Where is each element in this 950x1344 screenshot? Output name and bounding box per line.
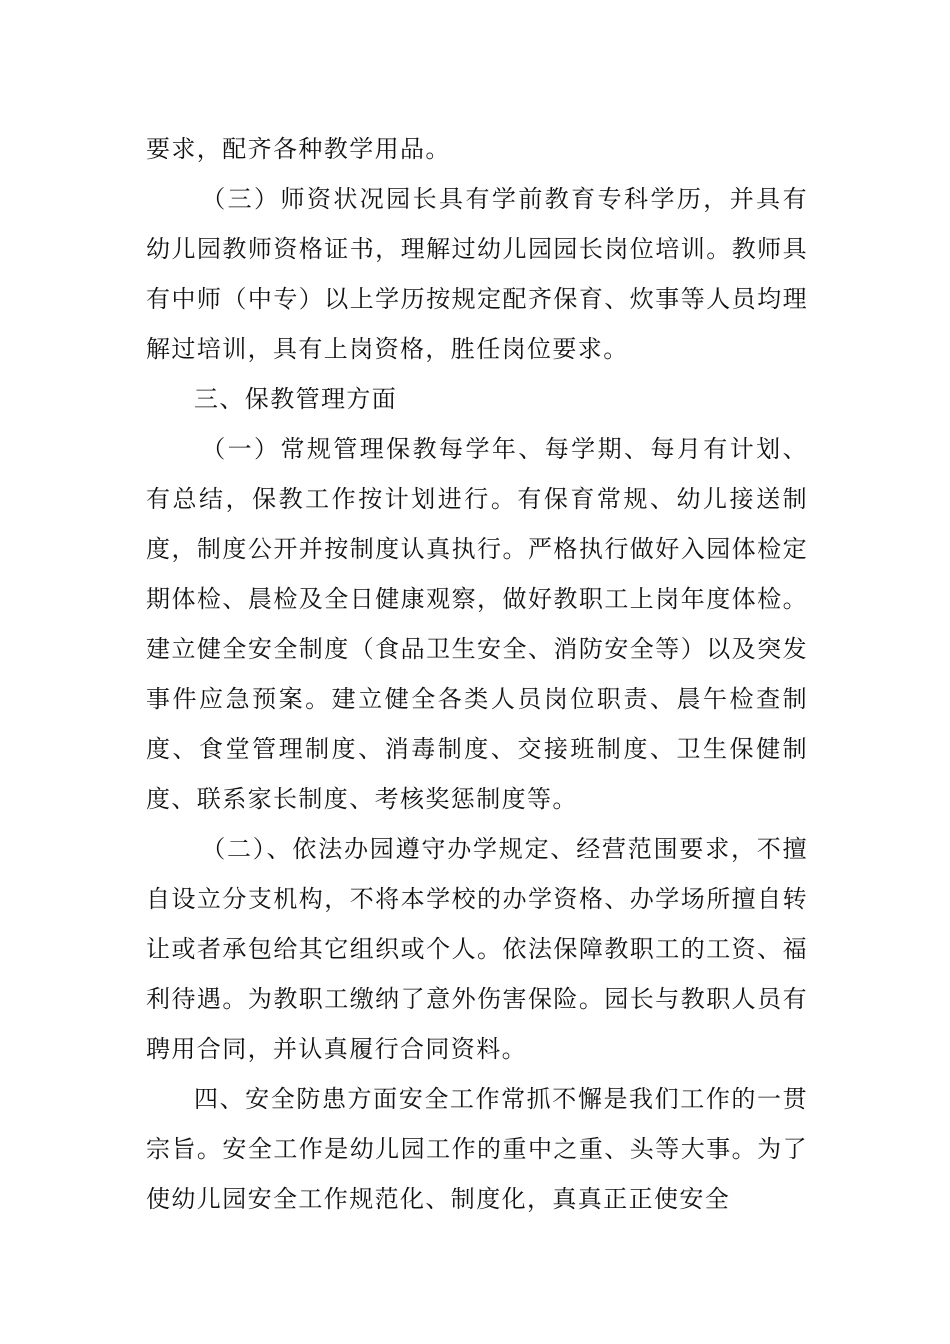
- paragraph-lawful-operation: （二）、依法办园遵守办学规定、经营范围要求，不擅自设立分支机构，不将本学校的办学资格、办学场所擅自转让或者承包给其它组织或个人。依法保障教职工的工资、福利待遇。为教职工缴纳了意外伤害保险。园长与教职人员有聘用合同，并认真履行合同资料。: [146, 835, 808, 1063]
- section-heading-care-management: 三、保教管理方面: [194, 385, 398, 413]
- paragraph-teacher-status: （三）师资状况园长具有学前教育专科学历，并具有幼儿园教师资格证书，理解过幼儿园园长岗位培训。教师具有中师（中专）以上学历按规定配齐保育、炊事等人员均理解过培训，具有上岗资格，胜任岗位要求。: [146, 185, 808, 363]
- paragraph-routine-management: （一）常规管理保教每学年、每学期、每月有计划、有总结，保教工作按计划进行。有保育常规、幼儿接送制度，制度公开并按制度认真执行。严格执行做好入园体检定期体检、晨检及全日健康观察，做好教职工上岗年度体检。建立健全安全制度（食品卫生安全、消防安全等）以及突发事件应急预案。建立健全各类人员岗位职责、晨午检查制度、食堂管理制度、消毒制度、交接班制度、卫生保健制度、联系家长制度、考核奖惩制度等。: [146, 435, 808, 813]
- paragraph-safety: 四、安全防患方面安全工作常抓不懈是我们工作的一贯宗旨。安全工作是幼儿园工作的重中之重、头等大事。为了使幼儿园安全工作规范化、制度化，真真正正使安全: [146, 1085, 808, 1213]
- paragraph-continuation: 要求，配齐各种教学用品。: [146, 135, 451, 163]
- document-body: [146, 124, 808, 1224]
